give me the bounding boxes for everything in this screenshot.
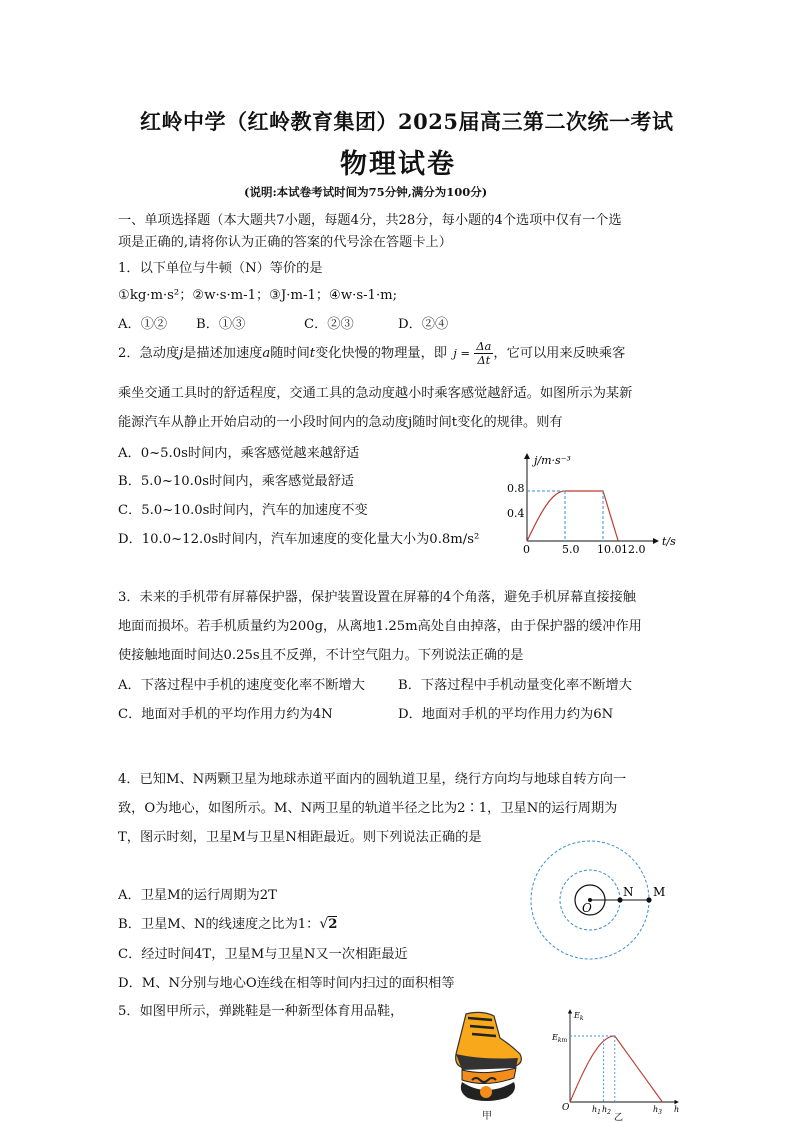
q1-option-a[interactable]: A．①② bbox=[118, 317, 168, 332]
q2-option-a[interactable]: A．0~5.0s时间内，乘客感觉越来越舒适 bbox=[118, 446, 360, 461]
q5-h2: h bbox=[602, 1105, 608, 1114]
satellite-n bbox=[617, 897, 622, 902]
satellite-m bbox=[646, 897, 651, 902]
q5-ylabel bbox=[573, 1011, 584, 1022]
q1-option-d[interactable]: D．②④ bbox=[398, 317, 449, 332]
q2-series-rise bbox=[527, 491, 565, 541]
q2-option-c[interactable]: C．5.0~10.0s时间内，汽车的加速度不变 bbox=[118, 503, 368, 518]
q1-option-c[interactable]: C．②③ bbox=[304, 317, 354, 332]
q3-option-d[interactable]: D．地面对手机的平均作用力约为6N bbox=[398, 707, 614, 722]
q5-ylabel-e: E bbox=[574, 1011, 580, 1020]
q4-option-d[interactable]: D．M、N分别与地心O连线在相等时间内扫过的面积相等 bbox=[118, 976, 455, 991]
q2-ytick-04: 0.4 bbox=[507, 507, 525, 520]
q5-xtick-h2 bbox=[602, 1105, 611, 1116]
q2-line1-part-c: 随时间 bbox=[270, 346, 310, 361]
q2-line1-part-d: 变化快慢的物理量，即 bbox=[315, 346, 447, 361]
q1-stem: 1．以下单位与牛顿（N）等价的是 bbox=[118, 261, 323, 276]
q5-h3: h bbox=[653, 1105, 659, 1114]
q5-xtick-h1 bbox=[592, 1105, 601, 1116]
label-n: N bbox=[623, 885, 634, 899]
q4-option-b[interactable] bbox=[118, 913, 337, 932]
q2-line1-part-e: ，它可以用来反映乘客 bbox=[493, 346, 626, 361]
section-heading-line1: 一、单项选择题（本大题共7小题，每题4分，共28分，每小题的4个选项中仅有一个选 bbox=[118, 213, 622, 228]
q2-xtick-0: 0 bbox=[523, 543, 530, 555]
exam-note: (说明:本试卷考试时间为75分钟,满分为100分) bbox=[244, 185, 488, 199]
q2-line1-part-b: 是描述加速度 bbox=[183, 346, 263, 361]
q2-var-t: t bbox=[309, 346, 316, 361]
q2-xtick-12: 12.0 bbox=[621, 543, 646, 555]
exam-title: 红岭中学（红岭教育集团）2025届高三第二次统一考试 bbox=[140, 109, 674, 134]
fig-label-jia: 甲 bbox=[482, 1111, 492, 1122]
q2-xtick-5: 5.0 bbox=[562, 543, 580, 555]
q5-ekm-sub: km bbox=[557, 1037, 568, 1044]
subject-title: 物理试卷 bbox=[340, 149, 456, 180]
q5-ylabel-sub: k bbox=[579, 1015, 584, 1022]
q2-line1-part-a: 2．急动度 bbox=[118, 346, 180, 361]
q4-sqrt-symbol: √ bbox=[319, 916, 329, 932]
q5-line1: 5．如图甲所示，弹跳鞋是一种新型体育用品鞋， bbox=[118, 1004, 404, 1019]
q2-fraction bbox=[474, 340, 493, 367]
q4-line2: 致，O为地心，如图所示。M、N两卫星的轨道半径之比为2∶1，卫星N的运行周期为 bbox=[118, 801, 618, 816]
q5-xlabel: h bbox=[674, 1105, 680, 1114]
q3-line3: 使接触地面时间达0.25s且不反弹，不计空气阻力。下列说法正确的是 bbox=[118, 648, 524, 663]
q4-option-c[interactable]: C．经过时间4T，卫星M与卫星N又一次相距最近 bbox=[118, 947, 408, 962]
q5-origin: O bbox=[562, 1103, 570, 1113]
q2-option-d[interactable]: D．10.0~12.0s时间内，汽车加速度的变化量大小为0.8m/s² bbox=[118, 532, 480, 547]
q3-line1: 3．未来的手机带有屏幕保护器，保护装置设置在屏幕的4个角落，避免手机屏幕直接接触 bbox=[118, 590, 636, 605]
q5-ek-curve bbox=[570, 1036, 662, 1102]
q5-h1: h bbox=[592, 1105, 598, 1114]
q5-h3-sub: 3 bbox=[658, 1109, 662, 1116]
q2-fraction-den: Δt bbox=[477, 353, 491, 367]
q3-option-c[interactable]: C．地面对手机的平均作用力约为4N bbox=[118, 707, 333, 722]
q5-xtick-h3 bbox=[653, 1105, 662, 1116]
q5-h2-sub: 2 bbox=[607, 1109, 611, 1116]
label-o: O bbox=[582, 901, 592, 915]
q2-option-b[interactable]: B．5.0~10.0s时间内，乘客感觉最舒适 bbox=[118, 474, 355, 489]
q4-sqrt-value: 2 bbox=[328, 917, 338, 932]
q3-line2: 地面而损坏。若手机质量约为200g，从离地1.25m高处自由掉落，由于保护器的缓冲作用 bbox=[118, 619, 642, 634]
q4-line3: T，图示时刻，卫星M与卫星N相距最近。则下列说法正确的是 bbox=[118, 830, 482, 845]
section-heading-line2: 项是正确的,请将你认为正确的答案的代号涂在答题卡上） bbox=[118, 235, 452, 250]
q2-equation: j = bbox=[453, 346, 471, 360]
q2-series-plateau-fall bbox=[565, 491, 618, 541]
q2-line2: 乘坐交通工具时的舒适程度，交通工具的急动度越小时乘客感觉越舒适。如图所示为某新 bbox=[118, 386, 633, 401]
fig-label-yi: 乙 bbox=[614, 1113, 624, 1121]
q2-line3: 能源汽车从静止开始启动的一小段时间内的急动度j随时间t变化的规律。则有 bbox=[118, 415, 563, 430]
q4-orbit-figure bbox=[528, 832, 688, 968]
jump-shoe-image bbox=[442, 1008, 530, 1108]
q2-var-j: j bbox=[179, 346, 184, 361]
q1-option-b[interactable]: B．①③ bbox=[196, 317, 246, 332]
q4-option-b-text: B．卫星M、N的线速度之比为1： bbox=[118, 917, 320, 932]
q5-h1-sub: 1 bbox=[597, 1109, 601, 1116]
q2-line1 bbox=[118, 340, 625, 367]
q2-fraction-num: Δa bbox=[476, 339, 492, 353]
q5-ekm-e: E bbox=[552, 1033, 558, 1042]
q2-ylabel: j/m·s⁻³ bbox=[534, 454, 571, 467]
q2-jerk-chart bbox=[490, 450, 690, 555]
q4-option-a[interactable]: A．卫星M的运行周期为2T bbox=[118, 888, 277, 903]
q2-var-a: a bbox=[262, 346, 271, 361]
q2-ytick-08: 0.8 bbox=[507, 482, 525, 495]
q1-items: ①kg·m·s²；②w·s·m-1；③J·m-1；④w·s-1·m; bbox=[118, 288, 398, 303]
q2-xlabel: t/s bbox=[662, 535, 676, 548]
q4-line1: 4．已知M、N两颗卫星为地球赤道平面内的圆轨道卫星，绕行方向均与地球自转方向一 bbox=[118, 772, 627, 787]
q3-option-b[interactable]: B．下落过程中手机动量变化率不断增大 bbox=[398, 678, 632, 693]
q5-ek-chart bbox=[550, 1006, 690, 1121]
q3-option-a[interactable]: A．下落过程中手机的速度变化率不断增大 bbox=[118, 678, 365, 693]
q2-xtick-10: 10.0 bbox=[597, 543, 622, 555]
q5-ytick-ekm bbox=[551, 1033, 567, 1044]
label-m: M bbox=[653, 885, 666, 899]
